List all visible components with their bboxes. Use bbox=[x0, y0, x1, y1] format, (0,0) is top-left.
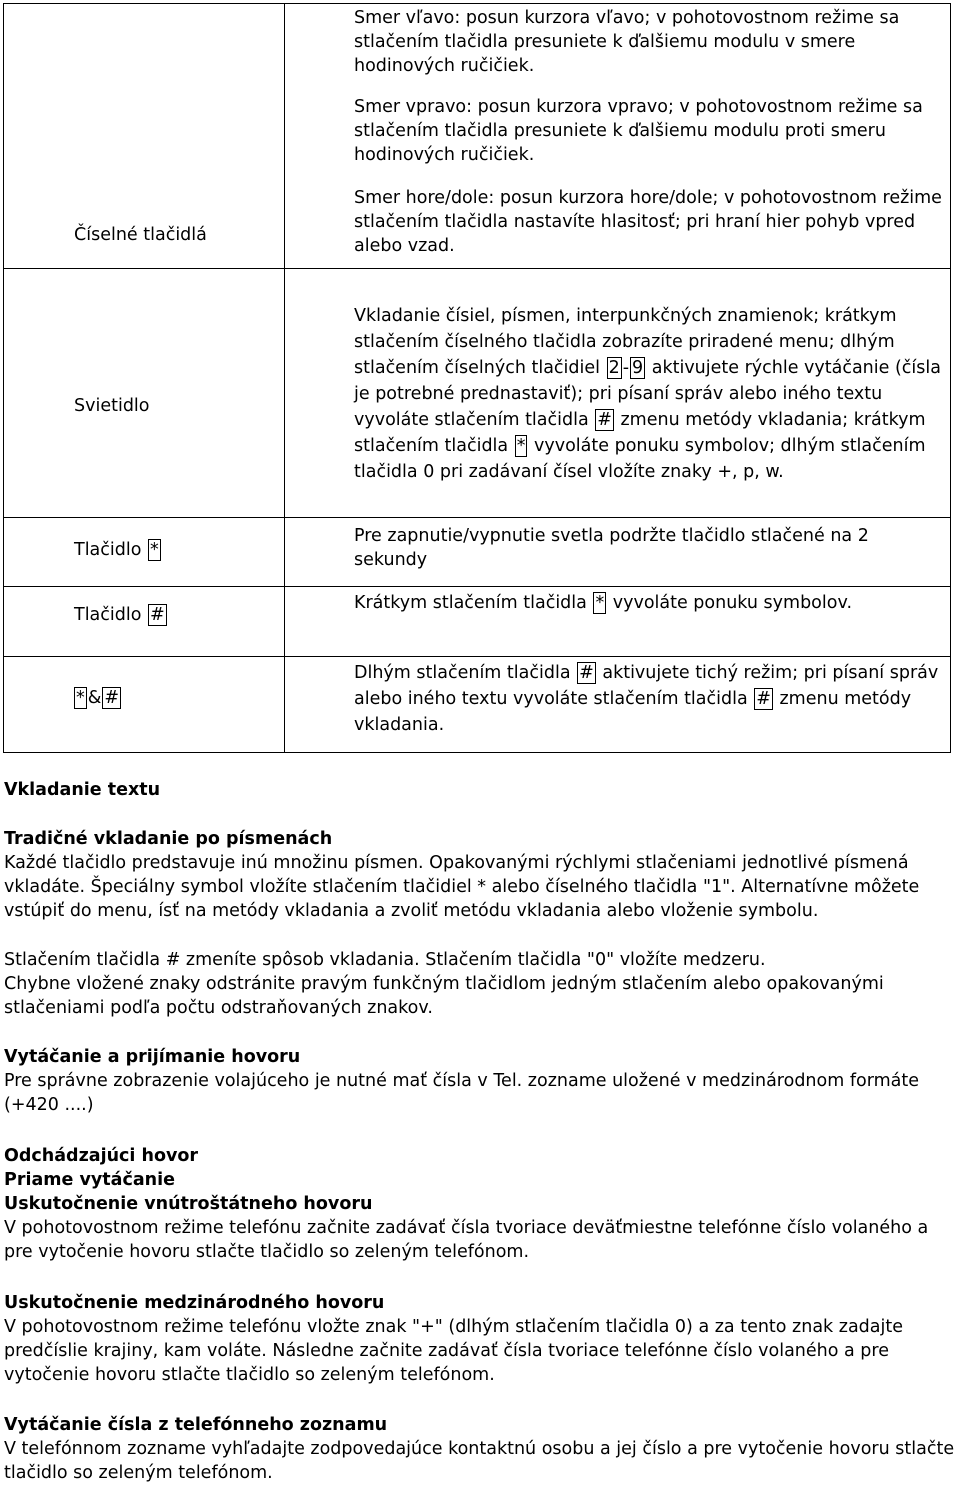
hash-key-glyph: # bbox=[104, 688, 120, 708]
heading-traditional-input: Tradičné vkladanie po písmenách bbox=[4, 829, 333, 849]
row-label-star-key: Tlačidlo * bbox=[74, 540, 159, 560]
cell-hash-key-description: Krátkym stlačením tlačidla * vyvoláte ponuku symbolov. bbox=[354, 593, 853, 613]
row-label-numeric-keys: Číselné tlačidlá bbox=[74, 225, 207, 245]
hash-key-glyph: # bbox=[597, 410, 612, 430]
heading-phonebook-dialing: Vytáčanie čísla z telefónneho zoznamu bbox=[4, 1415, 388, 1435]
heading-direct-dialing: Priame vytáčanie bbox=[4, 1170, 175, 1190]
row-divider bbox=[4, 586, 950, 587]
row-label-hash-key: Tlačidlo # bbox=[74, 605, 165, 625]
hash-key-glyph: # bbox=[756, 689, 771, 709]
cell-star-key-description: Pre zapnutie/vypnutie svetla podržte tlačidlo stlačené na 2 sekundy bbox=[354, 526, 869, 570]
star-key-glyph: * bbox=[150, 540, 159, 560]
paragraph-domestic-call: V pohotovostnom režime telefónu začnite zadávať čísla tvoriace deväťmiestne telefónne číslo volaného a pre vytočenie hovoru stlačte tlačidlo so zeleným telefónom. bbox=[4, 1218, 929, 1262]
key-9-glyph: 9 bbox=[632, 358, 644, 378]
cell-left-direction: Smer vľavo: posun kurzora vľavo; v pohotovostnom režime sa stlačením tlačidla presuniete k ďalšiemu modulu v smere hodinových ručičiek. bbox=[354, 8, 900, 76]
paragraph-traditional-input: Každé tlačidlo predstavuje inú množinu písmen. Opakovanými rýchlymi stlačeniami jednotlivé písmená vkladáte. Špeciálny symbol vložíte stlačením tlačidiel * alebo číselného tlačidla "1". Alternatívne môžete vstúpiť do menu, ísť na metódy vkladania a zvoliť metódu vkladania alebo vloženie symbolu. bbox=[4, 853, 920, 921]
star-key-glyph: * bbox=[595, 593, 605, 613]
column-divider bbox=[284, 4, 285, 752]
paragraph-phonebook-dialing: V telefónnom zozname vyhľadajte zodpovedajúce kontaktnú osobu a jej číslo a pre vytočenie hovoru stlačte tlačidlo so zeleným telefónom. bbox=[4, 1439, 955, 1483]
key-2-glyph: 2 bbox=[608, 358, 620, 378]
row-label-star-and-hash: * & # bbox=[76, 688, 120, 708]
hash-key-glyph: # bbox=[579, 663, 594, 683]
paragraph-delete-chars: Chybne vložené znaky odstránite pravým funkčným tlačidlom jedným stlačením alebo opakovanými stlačeniami podľa počtu odstraňovaných znakov. bbox=[4, 974, 884, 1018]
heading-text-input: Vkladanie textu bbox=[4, 780, 161, 800]
star-key-glyph: * bbox=[516, 436, 526, 456]
paragraph-caller-display: Pre správne zobrazenie volajúceho je nutné mať čísla v Tel. zozname uložené v medzinárodnom formáte (+420 ....) bbox=[4, 1071, 919, 1115]
key-description-table bbox=[3, 3, 951, 753]
heading-dialing-receiving: Vytáčanie a prijímanie hovoru bbox=[4, 1047, 301, 1067]
cell-right-direction: Smer vpravo: posun kurzora vpravo; v pohotovostnom režime sa stlačením tlačidla presuniete k ďalšiemu modulu proti smeru hodinových ručičiek. bbox=[354, 97, 923, 165]
row-divider bbox=[4, 656, 950, 657]
cell-up-down-direction: Smer hore/dole: posun kurzora hore/dole; v pohotovostnom režime stlačením tlačidla nastavíte hlasitosť; pri hraní hier pohyb vpred alebo vzad. bbox=[354, 188, 942, 256]
row-label-flashlight: Svietidlo bbox=[74, 396, 150, 416]
cell-number-input: Vkladanie čísiel, písmen, interpunkčných znamienok; krátkym stlačením číselného tlačidla zobrazíte priradené menu; dlhým stlačením číselných tlačidiel 2 - 9 aktivujete rýchle vytáčanie (čísla je potrebné prednastaviť); pri písaní správ alebo iného textu vyvoláte stlačením tlačidla # zmenu metódy vkladania; krátkym stlačením tlačidla * vyvoláte ponuku symbolov; dlhým stlačením tlačidla 0 pri zadávaní čísel vložíte znaky +, p, w. bbox=[354, 306, 941, 482]
row-divider bbox=[4, 268, 950, 269]
heading-international-call: Uskutočnenie medzinárodného hovoru bbox=[4, 1293, 385, 1313]
cell-silent-mode-description: Dlhým stlačením tlačidla # aktivujete tichý režim; pri písaní správ alebo iného textu vyvoláte stlačením tlačidla # zmenu metódy vkladania. bbox=[354, 663, 939, 735]
hash-key-glyph: # bbox=[150, 605, 165, 625]
row-divider bbox=[4, 517, 950, 518]
star-key-glyph: * bbox=[76, 688, 85, 708]
heading-domestic-call: Uskutočnenie vnútroštátneho hovoru bbox=[4, 1194, 373, 1214]
paragraph-mode-switch: Stlačením tlačidla # zmeníte spôsob vkladania. Stlačením tlačidla "0" vložíte medzeru. bbox=[4, 950, 766, 970]
paragraph-international-call: V pohotovostnom režime telefónu vložte znak "+" (dlhým stlačením tlačidla 0) a za tento znak zadajte predčíslie krajiny, kam voláte. Následne začnite zadávať čísla tvoriace telefónne číslo volaného a pre vytočenie hovoru stlačte tlačidlo so zeleným telefónom. bbox=[4, 1317, 903, 1385]
heading-outgoing-call: Odchádzajúci hovor bbox=[4, 1146, 199, 1166]
